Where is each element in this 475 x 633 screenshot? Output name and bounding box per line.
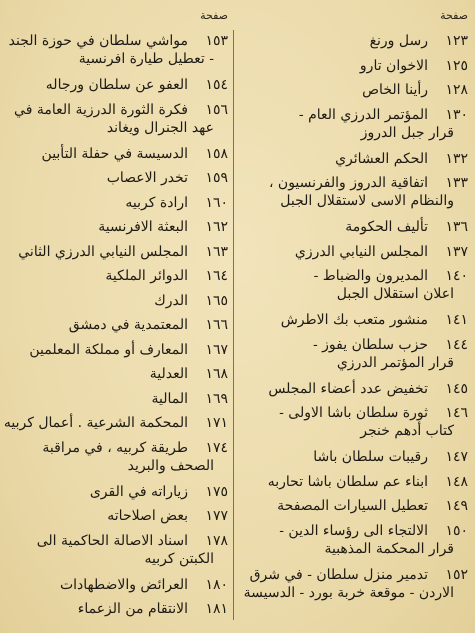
toc-entry-title: ابناء عم سلطان باشا تحاربه (267, 473, 428, 490)
toc-page-number: ١٣٠ (445, 106, 468, 123)
toc-entry-continuation: قرار جبل الدروز (360, 124, 454, 141)
toc-entry-title: اسناد الاصالة الحاكمية الى (36, 532, 188, 549)
toc-page-number: ١٦٦ (205, 317, 228, 333)
toc-page-number: ١٧٤ (205, 439, 228, 456)
toc-entry (6, 145, 228, 163)
toc-entry-title: البعثة الافرنسية (98, 219, 188, 235)
toc-entry (6, 600, 228, 618)
toc-page-number: ١٤٧ (445, 449, 468, 465)
toc-page-number: ١٥٤ (205, 77, 228, 93)
toc-entry-title: المعارف أو مملكة المعلمين (29, 341, 188, 358)
toc-entry (238, 473, 468, 491)
toc-page-number: ١٥٨ (205, 145, 228, 162)
toc-entry (6, 76, 228, 94)
toc-entry-continuation: اعلان استقلال الجبل (336, 286, 454, 302)
toc-page-number: ١٤٠ (445, 268, 468, 284)
toc-page-number: ١٨١ (205, 601, 228, 617)
toc-entry-continuation: الصحف والبريد (127, 457, 214, 474)
toc-entry-title: زياراته في القرى (89, 483, 188, 500)
toc-entry-continuation: قرار المؤتمر الدرزي (336, 354, 454, 371)
toc-page-number: ١٥٠ (445, 522, 468, 539)
toc-entry-title: تأليف الحكومة (345, 219, 428, 235)
toc-page-number: ١٤١ (445, 312, 468, 328)
toc-entry-title: المالية (151, 390, 188, 407)
toc-entry-title: المعتمدية في دمشق (68, 317, 188, 333)
toc-entry-title: المحكمة الشرعية . أعمال كربيه (3, 415, 188, 431)
toc-entry-title: تعطيل السيارات المصفحة (277, 498, 428, 514)
toc-page-number: ١٨٠ (205, 576, 228, 593)
toc-page-number: ١٥٣ (205, 33, 228, 49)
toc-page-number: ١٦٠ (205, 194, 228, 211)
toc-entry (238, 174, 468, 210)
toc-entry (6, 483, 228, 501)
toc-entry-continuation: الكبتن كربيه (144, 550, 214, 567)
toc-entry (238, 267, 468, 303)
toc-entry-title: رأينا الخاص (362, 82, 428, 98)
toc-entry-title: الحكم العشائري (335, 150, 428, 167)
toc-entry (238, 57, 468, 75)
toc-entry (238, 497, 468, 515)
toc-entry (238, 32, 468, 50)
toc-page-number: ١٦٥ (205, 292, 228, 309)
toc-entry (6, 169, 228, 187)
toc-entry-title: المديرون والضباط - (313, 268, 428, 284)
toc-entry (238, 566, 468, 602)
toc-entry (6, 341, 228, 359)
toc-entry-title: العدلية (149, 366, 188, 382)
toc-page-number: ١٦٢ (205, 219, 228, 235)
page-column-header-right: صفحة (440, 9, 468, 22)
toc-page-number: ١٢٣ (445, 33, 468, 49)
toc-entry-continuation: والنظام الاسى لاستقلال الجبل (280, 193, 454, 209)
toc-entry (6, 390, 228, 408)
toc-entry (6, 267, 228, 285)
toc-entry-title: المؤتمر الدرزي العام - (298, 106, 428, 123)
toc-entry-title: حزب سلطان يفوز - (312, 336, 428, 353)
toc-entry (6, 365, 228, 383)
toc-entry-title: المجلس النيابي الدرزي الثاني (18, 243, 188, 260)
column-divider (233, 30, 234, 620)
toc-entry (238, 336, 468, 372)
toc-entry (6, 439, 228, 475)
toc-entry (238, 106, 468, 142)
toc-page-number: ١٦٣ (205, 243, 228, 260)
toc-page-number: ١٤٩ (445, 498, 468, 514)
toc-entry (238, 218, 468, 236)
toc-page-number: ١٦٩ (205, 390, 228, 407)
toc-entry (238, 81, 468, 99)
toc-entry (238, 150, 468, 168)
toc-entry (238, 311, 468, 329)
toc-page-number: ١٦٤ (205, 268, 228, 284)
toc-entry-title: المجلس النيابي الدرزي (294, 243, 428, 260)
toc-entry (6, 243, 228, 261)
toc-entry (238, 404, 468, 440)
toc-page-number: ١٧٧ (205, 508, 228, 524)
toc-entry-title: تدمير منزل سلطان - في شرق (249, 566, 428, 583)
toc-entry-title: العرائض والاضطهادات (59, 576, 188, 593)
toc-entry-continuation: الاردن - موقعة خربة بورد - الدسيسة (243, 584, 454, 601)
toc-entry-title: فكرة الثورة الدرزية العامة في (14, 101, 188, 118)
toc-page-number: ١٧٨ (205, 532, 228, 549)
toc-entry-title: اتفاقية الدروز والفرنسيون ، (268, 175, 428, 191)
toc-entry-title: تخدر الاعصاب (106, 170, 188, 186)
toc-entry (6, 532, 228, 568)
toc-page-number: ١٣٣ (445, 175, 468, 191)
toc-entry-title: ارادة كربيه (125, 194, 188, 211)
toc-entry (6, 316, 228, 334)
toc-entry (238, 243, 468, 261)
toc-entry-title: رقيبات سلطان باشا (313, 449, 428, 465)
toc-page-number: ١٧٥ (205, 483, 228, 500)
toc-entry-title: مواشي سلطان في حوزة الجند (8, 33, 188, 49)
toc-page-number: ١٤٦ (445, 405, 468, 421)
toc-entry-title: الانتقام من الزعماء (77, 601, 188, 617)
toc-entry (6, 194, 228, 212)
toc-entry (6, 32, 228, 68)
toc-entry-title: الاخوان تارو (359, 57, 428, 74)
toc-entry (238, 448, 468, 466)
toc-entry (6, 576, 228, 594)
toc-page-number: ١٣٦ (445, 219, 468, 235)
toc-page-number: ١٧١ (205, 415, 228, 431)
toc-entry-continuation: كتاب أدهم خنجر (360, 423, 454, 439)
toc-entry-title: الالتجاء الى رؤساء الدين - (279, 522, 428, 539)
toc-entry (238, 380, 468, 398)
toc-entry-title: بعض اصلاحاته (107, 508, 188, 524)
toc-entry (6, 292, 228, 310)
toc-page-number: ١٢٨ (445, 82, 468, 98)
toc-entry-title: رسل ورنغ (369, 33, 428, 49)
toc-entry-title: العفو عن سلطان ورجاله (45, 77, 188, 93)
toc-entry-title: الدوائر الملكية (105, 268, 188, 284)
toc-entry (6, 507, 228, 525)
page-column-header-left: صفحة (200, 9, 228, 22)
toc-entry-continuation: - تعطيل طيارة افرنسية (78, 51, 214, 67)
toc-page-number: ١٤٨ (445, 473, 468, 490)
toc-entry (6, 218, 228, 236)
toc-entry-title: طريقة كربيه ، في مراقبة (42, 439, 188, 456)
toc-entry (6, 101, 228, 137)
toc-page-number: ١٥٩ (205, 170, 228, 186)
toc-entry-title: منشور متعب بك الاطرش (280, 312, 428, 328)
toc-page-number: ١٤٤ (445, 336, 468, 353)
toc-entry (3, 414, 228, 432)
toc-entry-title: تخفيض عدد أعضاء المجلس (268, 380, 428, 397)
toc-page-number: ١٢٥ (445, 57, 468, 74)
toc-entry-title: الدرك (154, 292, 188, 309)
toc-page-number: ١٥٦ (205, 101, 228, 118)
toc-entry-continuation: قرار المحكمة المذهبية (324, 540, 454, 557)
toc-page-number: ١٦٨ (205, 366, 228, 382)
toc-entry (238, 522, 468, 558)
toc-page-number: ١٣٧ (445, 243, 468, 260)
toc-page-number: ١٤٥ (445, 380, 468, 397)
toc-entry-title: الدسيسة في حفلة التأبين (41, 145, 188, 162)
toc-page-number: ١٣٢ (445, 150, 468, 167)
toc-page-number: ١٥٢ (445, 566, 468, 583)
toc-entry-title: ثورة سلطان باشا الاولى - (279, 405, 428, 421)
toc-page-number: ١٦٧ (205, 341, 228, 358)
toc-entry-continuation: عهد الجنرال ويغاند (106, 119, 214, 136)
